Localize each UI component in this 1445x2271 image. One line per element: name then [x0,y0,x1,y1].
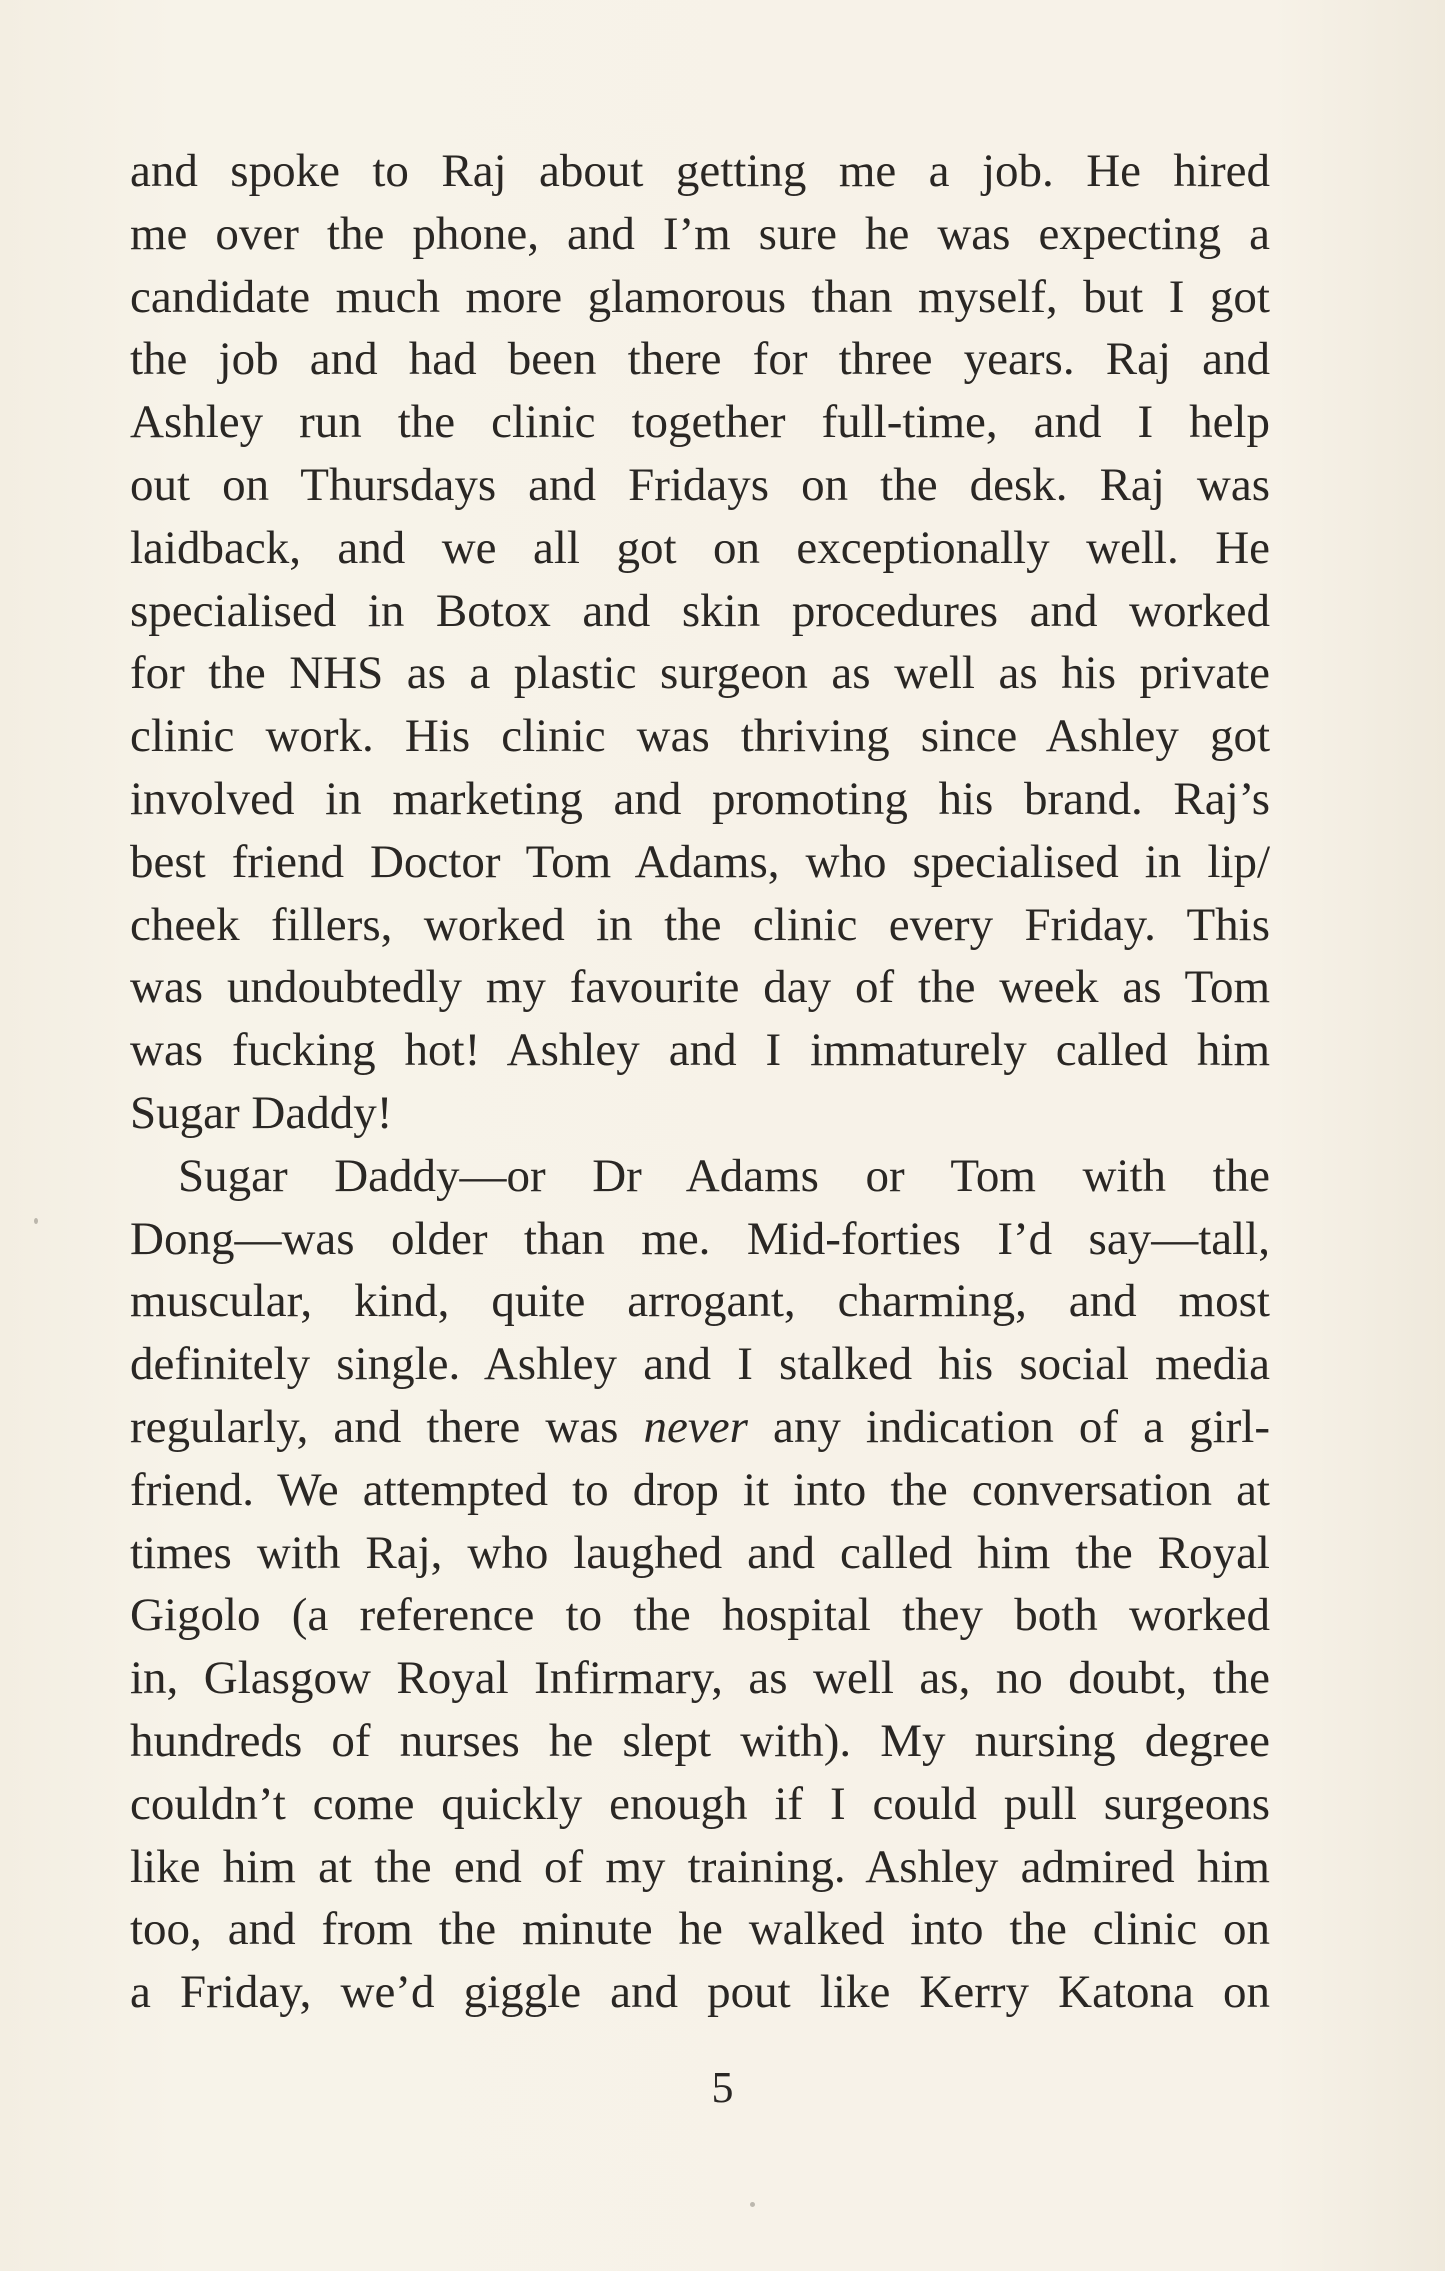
text-line: cheek fillers, worked in the clinic every Friday. This [130,898,1270,951]
text-line: me over the phone, and I’m sure he was expecting a [130,207,1270,260]
text-line: Ashley run the clinic together full-time, and I help [130,396,1270,449]
text-line: in, Glasgow Royal Infirmary, as well as, no doubt, the [130,1652,1270,1705]
text-line: like him at the end of my training. Ashley admired him [130,1840,1270,1893]
paragraph-start-line: Sugar Daddy—or Dr Adams or Tom with the [178,1149,1270,1202]
text-fragment: any indication of a girl- [747,1400,1270,1453]
text-line: for the NHS as a plastic surgeon as well as his private [130,647,1270,700]
text-line: muscular, kind, quite arrogant, charming, and most [130,1275,1270,1328]
text-line: involved in marketing and promoting his brand. Raj’s [130,772,1270,825]
text-line: hundreds of nurses he slept with). My nursing degree [130,1714,1270,1767]
text-line: was undoubtedly my favourite day of the week as Tom [130,961,1270,1014]
text-line: couldn’t come quickly enough if I could pull surgeons [130,1777,1270,1830]
text-line: and spoke to Raj about getting me a job. He hired [130,145,1270,197]
text-line: clinic work. His clinic was thriving since Ashley got [130,710,1270,763]
text-line: friend. We attempted to drop it into the conversation at [130,1463,1270,1516]
page-number: 5 [711,2063,734,2112]
text-line: out on Thursdays and Fridays on the desk. Raj was [130,458,1270,511]
text-line: times with Raj, who laughed and called him the Royal [130,1526,1270,1579]
paragraph-end-line: Sugar Daddy! [130,1086,393,1139]
text-line-with-emphasis [130,1396,1270,1459]
text-line: candidate much more glamorous than myself, but I got [130,270,1270,323]
text-line: the job and had been there for three years. Raj and [130,333,1270,386]
body-text [130,140,1270,2024]
text-line: too, and from the minute he walked into the clinic on [130,1903,1270,1956]
text-line: best friend Doctor Tom Adams, who specialised in lip/ [130,835,1270,888]
paper-speck [750,2202,755,2207]
text-line: specialised in Botox and skin procedures and worked [130,584,1270,637]
text-line: definitely single. Ashley and I stalked his social media [130,1338,1270,1391]
text-line: was fucking hot! Ashley and I immaturely called him [130,1024,1270,1077]
text-line: Dong—was older than me. Mid-forties I’d say—tall, [130,1212,1270,1265]
text-line: a Friday, we’d giggle and pout like Kerry Katona on [130,1966,1270,2019]
text-line: Gigolo (a reference to the hospital they both worked [130,1589,1270,1642]
emphasis-never: never [643,1400,748,1453]
text-line: laidback, and we all got on exceptionally well. He [130,521,1270,574]
text-fragment: regularly, and there was [130,1400,644,1453]
paper-speck [34,1218,38,1224]
